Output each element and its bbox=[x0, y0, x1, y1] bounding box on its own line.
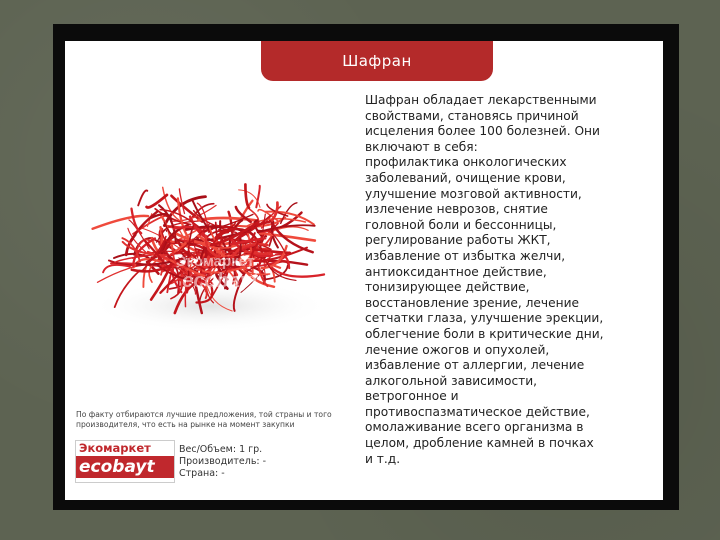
brand-logo-bottom: ecobayt bbox=[76, 456, 174, 478]
saffron-pile-image bbox=[65, 91, 355, 376]
saffron-thread bbox=[138, 190, 147, 205]
brand-logo-top: Экомаркет bbox=[79, 441, 151, 455]
spec-weight: Вес/Объем: 1 гр. bbox=[179, 444, 263, 455]
saffron-description: Шафран обладает лекарственными свойствами, становясь причиной исцеления более 100 болезней. Они включают в себя: профилактика онкологических заболеваний, очищение крови, улучшение мозговой активности, излечение неврозов, снятие головной боли и бессонницы, регулирование работы ЖКТ, избавление от избытка желчи, антиоксидантное действие, тонизирующее действие, восстановление зрение, лечение сетчатки глаза, улучшение эрекции, облегчение боли в критические дни, лечение ожогов и опухолей, избавление от аллергии, лечение алкогольной зависимости, ветрогонное и противоспазматическое действие, омолаживание всего организма в целом, дробление камней в почках и т.д. bbox=[365, 93, 604, 466]
saffron-photo bbox=[65, 91, 355, 376]
product-specs bbox=[179, 444, 339, 479]
saffron-thread bbox=[103, 265, 130, 272]
spec-country: Страна: - bbox=[179, 467, 225, 479]
brand-logo bbox=[75, 440, 175, 483]
slide-frame bbox=[53, 24, 679, 510]
saffron-thread bbox=[245, 185, 249, 208]
photo-watermark-bottom: ecobayt bbox=[182, 270, 258, 292]
slide bbox=[65, 41, 663, 500]
selection-disclaimer: По факту отбираются лучшие предложения, той страны и того производителя, что есть на рынке на момент закупки bbox=[76, 410, 332, 429]
saffron-thread bbox=[147, 195, 167, 208]
slide-title-tab bbox=[261, 41, 493, 81]
spec-manufacturer: Производитель: - bbox=[179, 455, 267, 467]
photo-watermark-top: Экомаркет bbox=[175, 253, 255, 270]
slide-title: Шафран bbox=[342, 52, 412, 70]
